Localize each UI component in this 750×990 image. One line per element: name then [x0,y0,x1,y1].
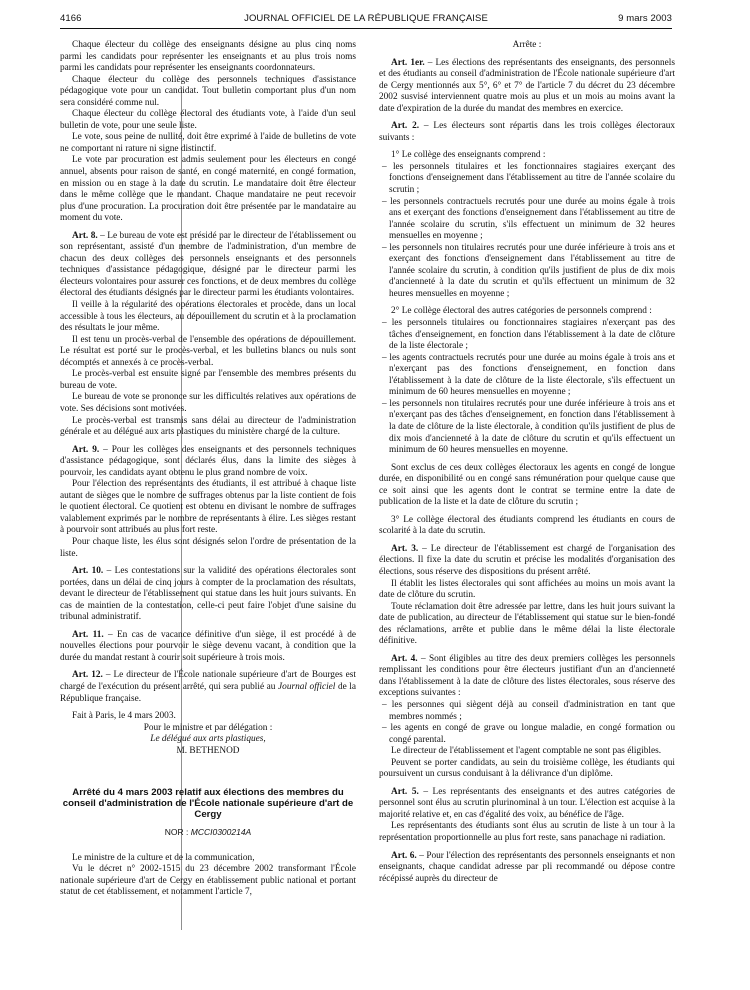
left-column [60,40,356,899]
paragraph: Chaque électeur du collège des personnels techniques d'assistance pédagogique vote pour un candidat. Tout bulletin comportant plus d'un nom sera considéré comme nul. [60,74,356,108]
paragraph: Le vote par procuration est admis seulement pour les électeurs en congé annuel, absents pour raison de santé, en congé maternité, en congé formation, en mission ou en stage à la date du scrutin. Le mandataire doit être électeur dans le même collège que le mandant. Chaque mandataire ne peut recevoir plus d'une procuration. La procuration doit être présentée par le mandataire au moment du vote. [60,155,356,224]
article-title: Art. 12. [72,670,103,681]
college-2-heading: 2° Le collège électoral des autres catégories de personnels comprend : [391,306,652,317]
article-text: de la République française. [60,681,357,704]
article-12 [60,670,356,705]
article-title: Art. 6. [391,850,417,861]
article-1 [379,58,675,116]
paragraph: Le procès-verbal est transmis sans délai au directeur de l'administration générale et au délégué aux arts plastiques du ministère chargé de la culture. [60,415,356,438]
article-5 [379,787,675,822]
article-title: Art. 4. [391,653,418,664]
article-title: Art. 1er. [391,57,425,68]
paragraph: Pour l'élection des représentants des étudiants, il est attribué à chaque liste autant de sièges que le nombre de suffrages obtenus par la liste contient de fois le quotient électoral. Ce quotient est obtenu en divisant le nombre de suffrages valablement exprimés par le nombre de représentants à élire. Les sièges restant à pourvoir sont attribués au plus fort reste. [60,479,356,536]
article-text: – Les élections des représentants des enseignants, des personnels et des étudiants au conseil d'administration de l'École nationale supérieure d'art de Cergy mentionnés aux 5°, 6° et 7° de l'article 7 du décret du 23 décembre 2002 susvisé interviennent quatre mois au plus et un mois au moins avant la date d'expiration de la durée du mandat des membres en exercice. [379,57,676,114]
signature-name: M. BETHENOD [176,745,240,756]
article-text: – Sont éligibles au titre des deux premiers collèges les personnels remplissant les conditions pour être électeurs justifiant d'un an d'ancienneté dans l'établissement à la date de clôture des listes électorales, sous réserve des exceptions suivantes : [379,653,675,699]
header-rule [60,28,672,29]
article-text: – Les contestations sur la validité des opérations électorales sont portées, dans un délai de cinq jours à compter de la proclamation des résultats, devant le directeur de l'établissement qui statue dans les huit jours suivants. En cas de maintien de la contestation, celle-ci peut faire l'objet d'une saisine du tribunal administratif. [60,566,356,623]
arrete-heading: Arrête : [512,40,542,50]
article-text: – Le bureau de vote est présidé par le directeur de l'établissement ou son représentant, assisté d'un membre de l'administration, d'un membre de chacun des deux collèges des personnels enseignants et des personnels techniques d'assistance pédagogique, désigné par le directeur parmi les électeurs volontaires pour assurer ces fonctions, et de deux membres du collège électoral des étudiants désignés par le directeur parmi les étudiants volontaires. [60,230,356,299]
article-text: – Le directeur de l'établissement est chargé de l'organisation des élections. Il fixe la date du scrutin et précise les modalités d'organisation des élections, sous réserve des dispositions du présent arrêté. [379,543,675,577]
list-item: – les agents contractuels recrutés pour une durée au moins égale à trois ans et n'exerçant pas des fonctions d'enseignement, en fonction dans l'établissement à la date de clôture de la liste électorale, s'ils effectuent un minimum de 60 heures mensuelles en moyenne ; [379,353,675,399]
page-header [60,13,672,27]
college-3-heading: 3° Le collège électoral des étudiants comprend les étudiants en cours de scolarité à la date du scrutin. [379,514,675,537]
list-item: – les personnels titulaires ou fonctionnaires stagiaires n'exerçant pas des tâches d'enseignement, en fonction dans l'établissement à la date de clôture de la liste électorale ; [379,318,675,353]
college-1-heading: 1° Le collège des enseignants comprend : [391,150,546,161]
paragraph: Pour chaque liste, les élus sont désignés selon l'ordre de présentation de la liste. [60,536,356,559]
paragraph: Il établit les listes électorales qui sont affichées au moins un mois avant la date de clôture du scrutin. [379,578,675,601]
article-title: Art. 3. [391,543,419,554]
paragraph: Chaque électeur du collège électoral des étudiants vote, à l'aide d'un seul bulletin de vote, pour une seule liste. [60,109,356,131]
article-text: – Les électeurs sont répartis dans les trois collèges électoraux suivants : [379,121,675,143]
decree-title: Arrêté du 4 mars 2003 relatif aux élections des membres du conseil d'administration de l'École nationale supérieure d'art de Cergy [62,787,354,821]
article-11 [60,630,356,665]
article-text: – Les représentants des enseignants et des autres catégories de personnel sont élus au scrutin plurinominal à un tour. L'élection est acquise à la majorité relative et, en cas d'égalité des voix, au bénéfice de l'âge. [379,786,675,820]
article-text: – En cas de vacance définitive d'un siège, il est procédé à de nouvelles élections pour pourvoir le siège devenu vacant, à condition que la durée du mandat restant à courir soit supérieure à trois mois. [60,629,356,663]
paragraph: Les représentants des étudiants sont élus au scrutin de liste à un tour à la représentation proportionnelle au plus fort reste, sans panachage ni radiation. [379,821,675,843]
nor-value: MCCI0300214A [190,827,252,838]
paragraph: Le procès-verbal est ensuite signé par l'ensemble des membres présents du bureau de vote. [60,369,356,391]
article-6 [379,851,675,886]
list-item: – les personnels non titulaires recrutés pour une durée inférieure à trois ans et n'exerçant pas des tâches d'enseignement, en fonction dans l'établissement à la date de clôture de la liste électorale, à condition qu'ils justifient de plus de dix mois d'ancienneté à la date de clôture du scrutin et qu'ils effectuent un minimum de 60 heures mensuelles en moyenne. [379,399,675,457]
article-8 [60,231,356,300]
article-title: Art. 2. [391,121,420,132]
done-at-line: Fait à Paris, le 4 mars 2003. [72,711,176,722]
signature-role: Le délégué aux arts plastiques, [150,734,266,745]
paragraph: Toute réclamation doit être adressée par lettre, dans les huit jours suivant la date de publication, au directeur de l'établissement qui statue sur le bien-fondé des réclamations, arrête et publie dans le même délai la liste électorale définitive. [379,601,675,647]
right-column [379,40,675,885]
journal-title: JOURNAL OFFICIEL DE LA RÉPUBLIQUE FRANÇAISE [244,13,488,24]
article-title: Art. 9. [72,444,100,455]
article-4 [379,654,675,700]
paragraph: Sont exclus de ces deux collèges électoraux les agents en congé de longue durée, en disponibilité ou en congé sans rémunération pour quelque cause que ce soit ainsi que les agents dont le contrat se termine entre la date de publication de la liste et la date de clôture du scrutin ; [379,462,675,508]
article-3 [379,544,675,579]
list-item: – les personnels titulaires et les fonctionnaires stagiaires exerçant des fonctions d'enseignement dans l'établissement au titre de l'année scolaire du scrutin ; [379,162,675,197]
article-text: – Le directeur de l'École nationale supérieure d'art de Bourges est chargé de l'exécution du présent arrêté, qui sera publié au [60,670,356,692]
list-item: – les agents en congé de grave ou longue maladie, en congé formation ou congé parental. [379,723,675,746]
article-9 [60,445,356,480]
paragraph: Il veille à la régularité des opérations électorales et procède, dans un local accessible à tous les électeurs, au dépouillement du scrutin et à la proclamation des résultats le jour même. [60,300,356,334]
college-1-list [379,162,675,301]
journal-name-italic: Journal officiel [278,681,336,692]
list-item: – les personnels contractuels recrutés pour une durée au moins égale à trois ans et exerçant des fonctions d'enseignement dans l'établissement au titre de l'année scolaire du scrutin, s'ils effectuent un minimum de 32 heures mensuelles en moyenne ; [379,197,675,243]
article-title: Art. 10. [72,566,104,577]
nor-label: NOR : [164,827,191,838]
page-number: 4166 [60,13,82,24]
article-2 [379,121,675,144]
article-text: – Pour les collèges des enseignants et des personnels techniques d'assistance pédagogique, sont déclarés élus, dans la limite des sièges à pourvoir, les candidats ayant obtenu le plus grand nombre de voix. [60,444,356,478]
paragraph: Le vote, sous peine de nullité, doit être exprimé à l'aide de bulletins de vote ne comportant ni rature ni signe distinctif. [60,132,356,154]
paragraph: Le bureau de vote se prononce sur les difficultés relatives aux opérations de vote. Ses décisions sont motivées. [60,392,356,414]
paragraph: Le directeur de l'établissement et l'agent comptable ne sont pas éligibles. [391,746,662,757]
exceptions-list [379,700,675,746]
article-10 [60,566,356,624]
list-item: – les personnes qui siègent déjà au conseil d'administration en tant que membres nommés ; [379,700,675,723]
paragraph: Le ministre de la culture et de la communication, [72,852,255,863]
nor-reference [60,827,356,839]
paragraph: Il est tenu un procès-verbal de l'ensemble des opérations de dépouillement. Le résultat est porté sur le procès-verbal, et les bulletins blancs ou nuls sont décomptés et annexés à ce procès-verbal. [60,334,356,368]
college-2-list [379,318,675,457]
article-title: Art. 11. [72,629,104,640]
issue-date: 9 mars 2003 [618,13,672,24]
article-title: Art. 5. [391,786,419,797]
article-title: Art. 8. [72,230,98,241]
paragraph: Vu le décret n° 2002-1515 du 23 décembre 2002 transformant l'École nationale supérieure d'art de Cergy en établissement public national et portant statut de cet établissement, et notamment l'article 7, [60,864,356,898]
article-text: – Pour l'élection des représentants des personnels enseignants et non enseignants, chaque candidat adresse par pli recommandé ou dépose contre récépissé auprès du directeur de [379,850,675,884]
paragraph: Peuvent se porter candidats, au sein du troisième collège, les étudiants qui poursuivent un cursus conduisant à la délivrance d'un diplôme. [379,757,675,780]
signature-delegation: Pour le ministre et par délégation : [143,722,273,733]
paragraph: Chaque électeur du collège des enseignants désigne au plus cinq noms parmi les candidats pour représenter les enseignants et au plus trois noms parmi les candidats pour représenter les enseignants coordonnateurs. [60,40,356,74]
list-item: – les personnels non titulaires recrutés pour une durée inférieure à trois ans et exerçant des fonctions d'enseignement dans l'établissement au titre de l'année scolaire du scrutin, à condition qu'ils justifient de plus de dix mois d'ancienneté à la date du scrutin et qu'ils effectuent un minimum de 32 heures mensuelles en moyenne ; [379,243,675,301]
